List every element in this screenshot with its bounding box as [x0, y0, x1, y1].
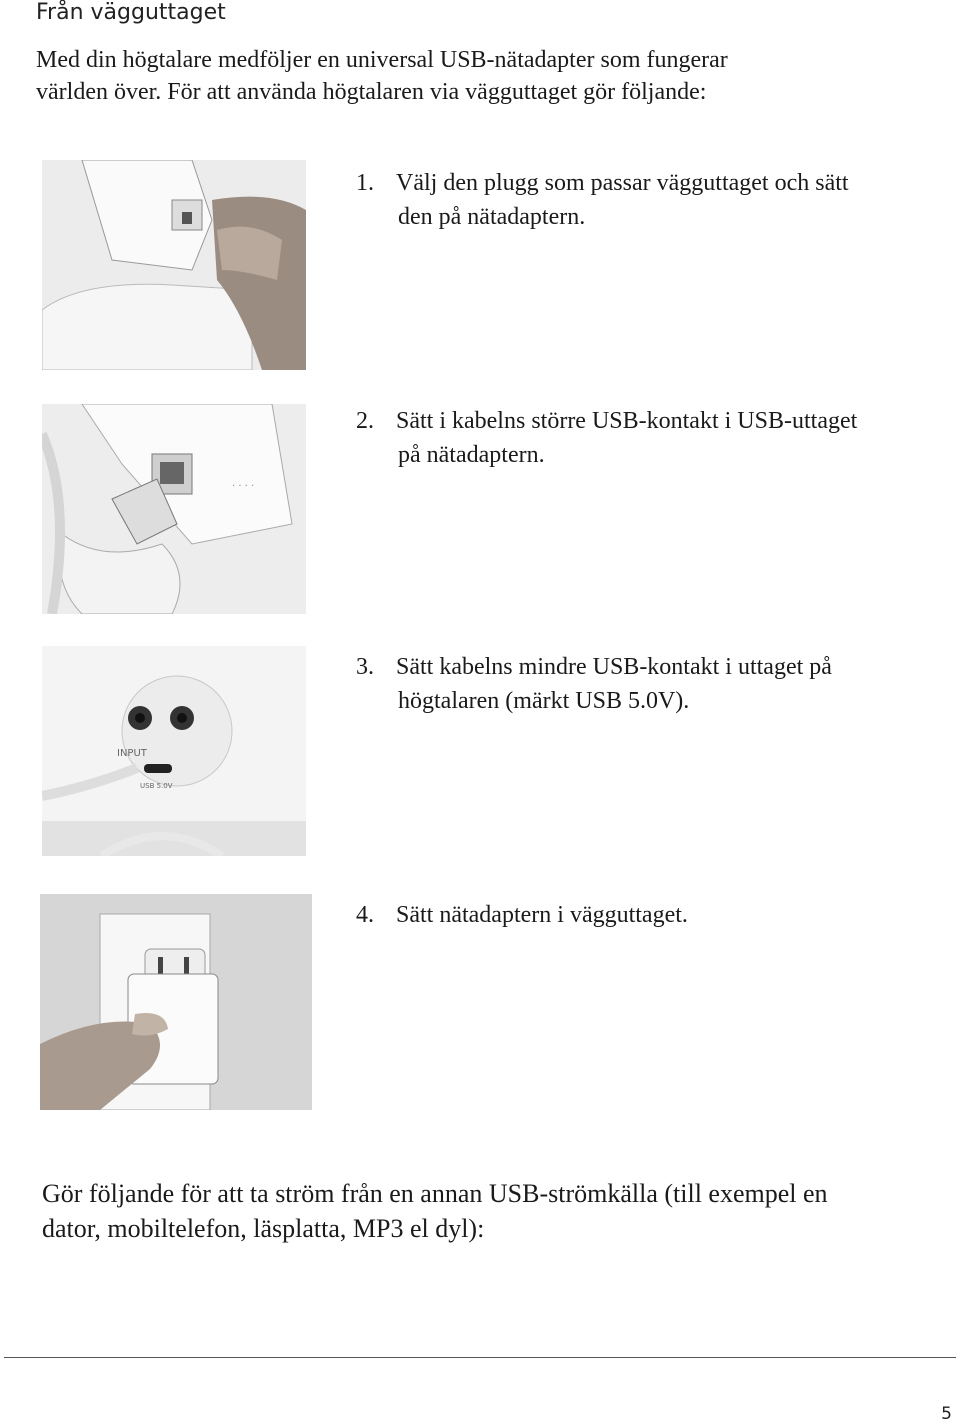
input-port-label: INPUT: [117, 748, 147, 759]
step-1-text: [356, 166, 956, 234]
page-number: 5: [941, 1404, 952, 1424]
step-4-text: [356, 898, 956, 932]
outro-line-1: Gör följande för att ta ström från en annan USB-strömkälla (till exempel en: [42, 1179, 828, 1208]
step-2-line-2: på nätadaptern.: [398, 442, 545, 468]
step-3-number: 3.: [356, 654, 374, 680]
step-3-photo: [42, 646, 306, 856]
step-1-photo: [42, 160, 306, 370]
step-3-line-1: Sätt kabelns mindre USB-kontakt i uttaget på: [396, 654, 832, 680]
step-3-text: [356, 650, 956, 718]
step-4-photo: [40, 894, 312, 1110]
usb-plug-illustration: [42, 404, 306, 614]
step-3-line-2: högtalaren (märkt USB 5.0V).: [398, 688, 690, 714]
svg-text:· · · ·: · · · ·: [232, 481, 255, 492]
step-4-line-1: Sätt nätadaptern i vägguttaget.: [396, 902, 688, 928]
section-heading: Från vägguttaget: [36, 0, 226, 25]
outro-paragraph: [42, 1176, 942, 1246]
intro-line-1: Med din högtalare medföljer en universal USB-nätadapter som fungerar: [36, 47, 728, 73]
intro-line-2: världen över. För att använda högtalaren via vägguttaget gör följande:: [36, 79, 707, 105]
step-2-text: [356, 404, 956, 472]
speaker-ports-illustration: [42, 646, 306, 856]
step-2-line-1: Sätt i kabelns större USB-kontakt i USB-uttaget: [396, 408, 858, 434]
step-2-number: 2.: [356, 408, 374, 434]
footer-divider: [4, 1357, 956, 1358]
plug-adapter-illustration: [42, 160, 306, 370]
step-1-line-2: den på nätadaptern.: [398, 204, 586, 230]
outro-line-2: dator, mobiltelefon, läsplatta, MP3 el dyl):: [42, 1214, 485, 1243]
wall-outlet-illustration: [40, 894, 312, 1110]
intro-paragraph: [36, 44, 936, 108]
step-4-number: 4.: [356, 902, 374, 928]
usb-port-label: USB 5.0V: [140, 782, 173, 790]
step-2-photo: [42, 404, 306, 614]
step-1-number: 1.: [356, 170, 374, 196]
step-1-line-1: Välj den plugg som passar vägguttaget och sätt: [396, 170, 849, 196]
